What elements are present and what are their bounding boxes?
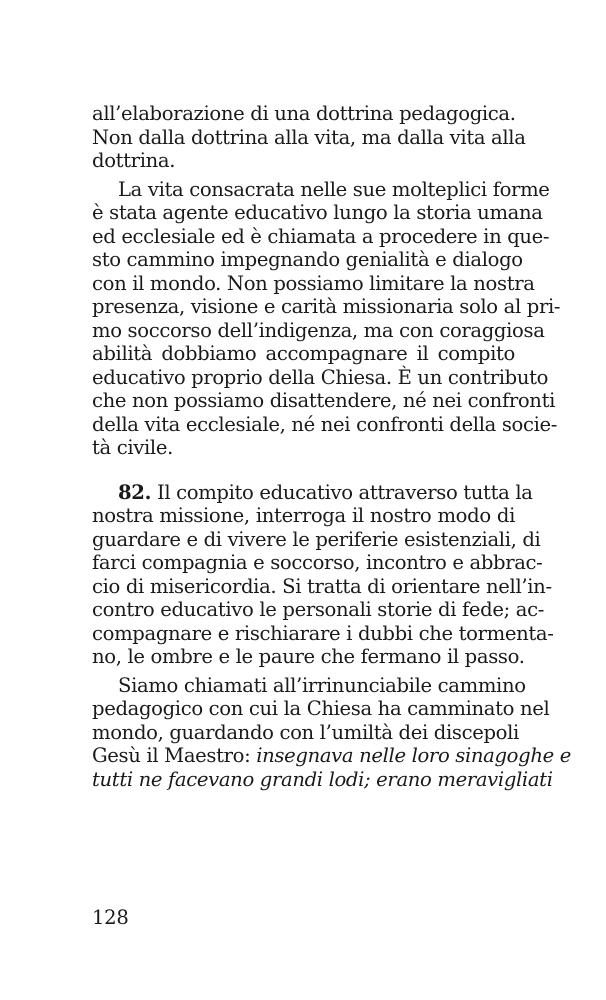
scripture-quote: tutti ne facevano grandi lodi; erano meravigliati: [92, 767, 553, 791]
text-line: [92, 744, 571, 768]
text-line: Non dalla dottrina alla vita, ma dalla vita alla: [92, 125, 526, 149]
text-line: educativo proprio della Chiesa. È un contributo: [92, 365, 549, 389]
paragraph-continuation: [92, 102, 526, 173]
text-line: no, le ombre e le paure che fermano il passo.: [92, 645, 525, 668]
text-line: è stata agente educativo lungo la storia umana: [92, 201, 543, 224]
text-line: compagnare e rischiarare i dubbi che tormenta-: [92, 621, 554, 645]
paragraph-number: 82.: [118, 480, 152, 504]
text-line: farci compagnia e soccorso, incontro e abbrac-: [92, 551, 543, 574]
text-line: che non possiamo disattendere, né nei confronti: [92, 389, 556, 412]
text-line: sto cammino impegnando genialità e dialogo: [92, 248, 523, 271]
page-number: 128: [92, 906, 129, 929]
text-line: [92, 480, 533, 505]
text-line: abilità dobbiamo accompagnare il compito: [92, 342, 515, 365]
text-line: pedagogico con cui la Chiesa ha camminato nel: [92, 697, 550, 720]
text-roman: Gesù il Maestro:: [92, 744, 257, 767]
text-line: guardare e di vivere le periferie esistenziali, di: [92, 527, 541, 551]
text-line: tà civile.: [92, 436, 173, 459]
text-line: nostra missione, interroga il nostro modo di: [92, 504, 515, 527]
text-line: La vita consacrata nelle sue molteplici forme: [118, 177, 550, 201]
page-body: [92, 102, 571, 791]
scripture-quote: insegnava nelle loro sinagoghe e: [256, 744, 571, 767]
text-line: presenza, visione e carità missionaria solo al pri-: [92, 295, 561, 318]
text-line: Siamo chiamati all’irrinunciabile cammino: [118, 673, 526, 697]
text-line: cio di misericordia. Si tratta di orientare nell’in-: [92, 574, 552, 598]
text-line-content: Il compito educativo attraverso tutta la: [156, 480, 533, 504]
text-line: dottrina.: [92, 149, 176, 172]
text-line: all’elaborazione di una dottrina pedagogica.: [92, 102, 516, 125]
text-line: della vita ecclesiale, né nei confronti della socie-: [92, 412, 558, 436]
paragraph-82: [92, 480, 554, 669]
paragraph-consecrated-life: [92, 177, 561, 460]
text-line: con il mondo. Non possiamo limitare la nostra: [92, 271, 535, 295]
paragraph-pedagogical-path: [92, 673, 571, 792]
text-line: contro educativo le personali storie di fede; ac-: [92, 598, 544, 621]
text-line: mondo, guardando con l’umiltà dei discepoli: [92, 720, 519, 744]
text-line: ed ecclesiale ed è chiamata a procedere in que-: [92, 224, 550, 248]
text-line: mo soccorso dell’indigenza, ma con coraggiosa: [92, 318, 545, 342]
